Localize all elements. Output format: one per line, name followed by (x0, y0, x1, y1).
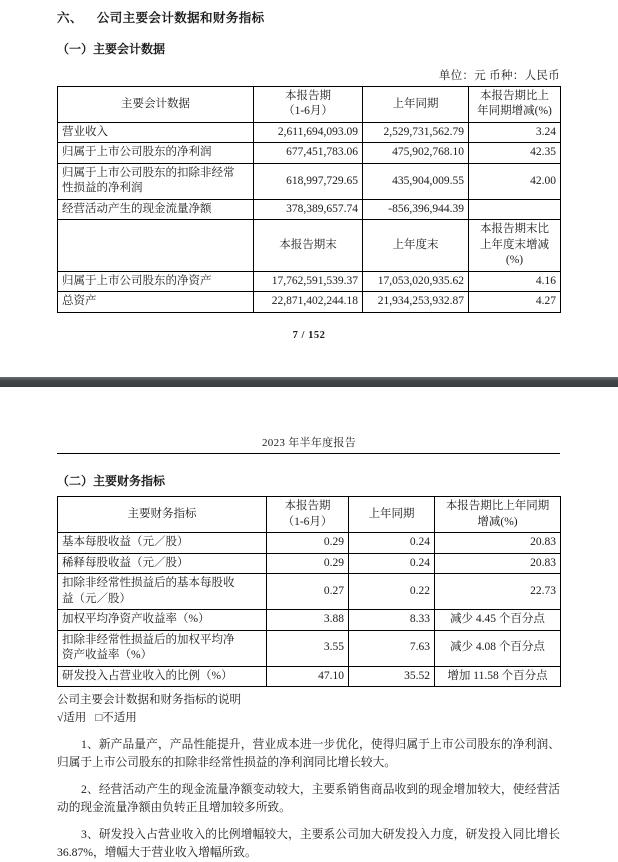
row-value-operating-cashflow-current: 378,389,657.74 (254, 199, 363, 220)
header-indicator-current-line1: 本报告期 (284, 500, 331, 512)
header-cell-item-blank (58, 220, 254, 272)
unit-currency-note: 单位：元 币种：人民币 (438, 69, 560, 82)
section-heading (57, 9, 618, 28)
row-label-net-profit-deducted-line1: 归属于上市公司股东的扣除非经常 (62, 166, 235, 179)
running-header-title: 2023 年半年度报告 (261, 437, 357, 449)
row-label-basic-eps-deducted (58, 574, 267, 610)
row-value-net-assets-previous: 17,053,020,935.62 (363, 271, 469, 292)
table-row (58, 292, 561, 313)
subsection-heading-financial-indicators: （二）主要财务指标 (57, 474, 166, 488)
row-value-net-profit-deducted-change: 42.00 (469, 163, 561, 199)
row-value-operating-cashflow-previous: -856,396,944.39 (363, 199, 469, 220)
row-value-weighted-roe-deducted-previous: 7.63 (349, 630, 435, 666)
header-change-line1: 本报告期比上 (480, 89, 549, 102)
table-row (58, 553, 561, 574)
table-row (58, 666, 561, 687)
note-paragraph-3: 3、研发投入占营业收入的比例增幅较大，主要系公司加大研发投入力度，研发投入同比增长36.87%，增幅大于营业收入增幅所致。 (57, 828, 560, 860)
header-cell-item: 主要会计数据 (58, 86, 254, 122)
row-value-net-profit-deducted-previous: 435,904,009.55 (363, 163, 469, 199)
header-indicator-change-line2: 增减(%) (477, 515, 518, 528)
row-value-weighted-roe-change: 减少 4.45 个百分点 (435, 610, 561, 631)
row-label-net-profit: 归属于上市公司股东的净利润 (58, 143, 254, 164)
row-value-diluted-eps-previous: 0.24 (349, 553, 435, 574)
table-row (58, 271, 561, 292)
header-cell-change-pct (469, 86, 561, 122)
row-value-rd-ratio-current: 47.10 (267, 666, 349, 687)
row-value-total-assets-change: 4.27 (469, 292, 561, 313)
page-separator-bar (0, 377, 618, 387)
table-header-row-indicators (58, 497, 561, 533)
row-value-basic-eps-deducted-change: 22.73 (435, 574, 561, 610)
row-label-basic-eps-deducted-line1: 扣除非经常性损益后的基本每股收 (62, 577, 235, 590)
header-cell-same-period-last-year: 上年同期 (363, 86, 469, 122)
row-label-weighted-roe-deducted (58, 630, 267, 666)
row-label-weighted-roe-deducted-line1: 扣除非经常性损益后的加权平均净 (62, 633, 235, 646)
header-cell-indicator-change (435, 497, 561, 533)
table-row (58, 533, 561, 554)
header-change-line2: 年同期增减(%) (477, 105, 552, 118)
row-value-net-profit-change: 42.35 (469, 143, 561, 164)
row-label-operating-cashflow: 经营活动产生的现金流量净额 (58, 199, 254, 220)
table-header-row-period (58, 86, 561, 122)
row-label-diluted-eps: 稀释每股收益（元／股） (58, 553, 267, 574)
header-cell-change-period-end-pct (469, 220, 561, 272)
row-value-basic-eps-previous: 0.24 (349, 533, 435, 554)
row-value-weighted-roe-current: 3.88 (267, 610, 349, 631)
table-main-accounting-data (57, 86, 561, 313)
table-row (58, 163, 561, 199)
note-paragraph-1: 1、新产品量产，产品性能提升，营业成本进一步优化，使得归属于上市公司股东的净利润、归属于上市公司股东的扣除非经常性损益的净利润同比增长较大。 (57, 737, 560, 769)
row-value-operating-cashflow-change (469, 199, 561, 220)
row-value-weighted-roe-deducted-current: 3.55 (267, 630, 349, 666)
row-value-net-assets-change: 4.16 (469, 271, 561, 292)
header-current-period-line2: （1-6月） (283, 105, 333, 118)
row-label-weighted-roe-deducted-line2: 资产收益率（%） (62, 649, 153, 662)
row-value-revenue-change: 3.24 (469, 122, 561, 143)
header-change-end-line1: 本报告期末比 (480, 223, 549, 236)
note-title: 公司主要会计数据和财务指标的说明 (57, 694, 241, 707)
note-applicability (57, 710, 618, 727)
table-header-row-period-end (58, 220, 561, 272)
header-cell-indicator-last-year: 上年同期 (349, 497, 435, 533)
row-value-diluted-eps-current: 0.29 (267, 553, 349, 574)
checkbox-not-applicable[interactable]: □不适用 (95, 711, 137, 724)
pdf-page-1 (0, 9, 618, 377)
row-value-basic-eps-deducted-current: 0.27 (267, 574, 349, 610)
page-number-footer: 7 / 152 (292, 329, 326, 341)
row-value-net-assets-current: 17,762,591,539.37 (254, 271, 363, 292)
row-value-diluted-eps-change: 20.83 (435, 553, 561, 574)
row-value-revenue-current: 2,611,694,093.09 (254, 122, 363, 143)
header-cell-indicator-current-period (267, 497, 349, 533)
row-label-total-assets: 总资产 (58, 292, 254, 313)
header-change-end-line2: 上年度末增减 (480, 238, 549, 251)
row-label-revenue: 营业收入 (58, 122, 254, 143)
header-cell-current-period (254, 86, 363, 122)
section-heading-title: 公司主要会计数据和财务指标 (96, 11, 265, 25)
row-value-net-profit-previous: 475,902,768.10 (363, 143, 469, 164)
row-value-basic-eps-deducted-previous: 0.22 (349, 574, 435, 610)
header-change-end-line3: (%) (505, 254, 524, 267)
row-value-basic-eps-change: 20.83 (435, 533, 561, 554)
header-current-period-line1: 本报告期 (285, 89, 331, 102)
header-indicator-current-line2: （1-6月） (282, 515, 333, 528)
table-row (58, 574, 561, 610)
row-value-net-profit-current: 677,451,783.06 (254, 143, 363, 164)
row-value-net-profit-deducted-current: 618,997,729.65 (254, 163, 363, 199)
row-label-weighted-roe: 加权平均净资产收益率（%） (58, 610, 267, 631)
checkbox-applicable[interactable]: √适用 (57, 711, 87, 724)
row-value-basic-eps-current: 0.29 (267, 533, 349, 554)
running-header-rule (57, 453, 560, 454)
row-value-weighted-roe-deducted-change: 减少 4.08 个百分点 (435, 630, 561, 666)
row-label-net-profit-deducted (58, 163, 254, 199)
header-cell-last-year-end: 上年度末 (363, 220, 469, 272)
row-value-rd-ratio-previous: 35.52 (349, 666, 435, 687)
table-main-financial-indicators (57, 496, 561, 687)
table-row (58, 630, 561, 666)
table-row (58, 199, 561, 220)
header-cell-current-period-end: 本报告期末 (254, 220, 363, 272)
header-cell-indicator: 主要财务指标 (58, 497, 267, 533)
row-label-net-assets: 归属于上市公司股东的净资产 (58, 271, 254, 292)
row-label-basic-eps: 基本每股收益（元／股） (58, 533, 267, 554)
row-value-total-assets-previous: 21,934,253,932.87 (363, 292, 469, 313)
subsection-heading-accounting-data: （一）主要会计数据 (57, 41, 166, 56)
table-row (58, 122, 561, 143)
row-value-total-assets-current: 22,871,402,244.18 (254, 292, 363, 313)
row-value-rd-ratio-change: 增加 11.58 个百分点 (435, 666, 561, 687)
table-row (58, 610, 561, 631)
table-row (58, 143, 561, 164)
section-heading-number: 六、 (57, 11, 83, 25)
header-indicator-change-line1: 本报告期比上年同期 (445, 500, 550, 512)
row-label-rd-ratio: 研发投入占营业收入的比例（%） (58, 666, 267, 687)
row-value-revenue-previous: 2,529,731,562.79 (363, 122, 469, 143)
row-label-net-profit-deducted-line2: 性损益的净利润 (62, 182, 143, 195)
row-value-weighted-roe-previous: 8.33 (349, 610, 435, 631)
note-paragraph-2: 2、经营活动产生的现金流量净额变动较大，主要系销售商品收到的现金增加较大，使经营活动的现金流量净额由负转正且增加较多所致。 (57, 782, 560, 814)
row-label-basic-eps-deducted-line2: 益（元／股） (62, 592, 131, 605)
